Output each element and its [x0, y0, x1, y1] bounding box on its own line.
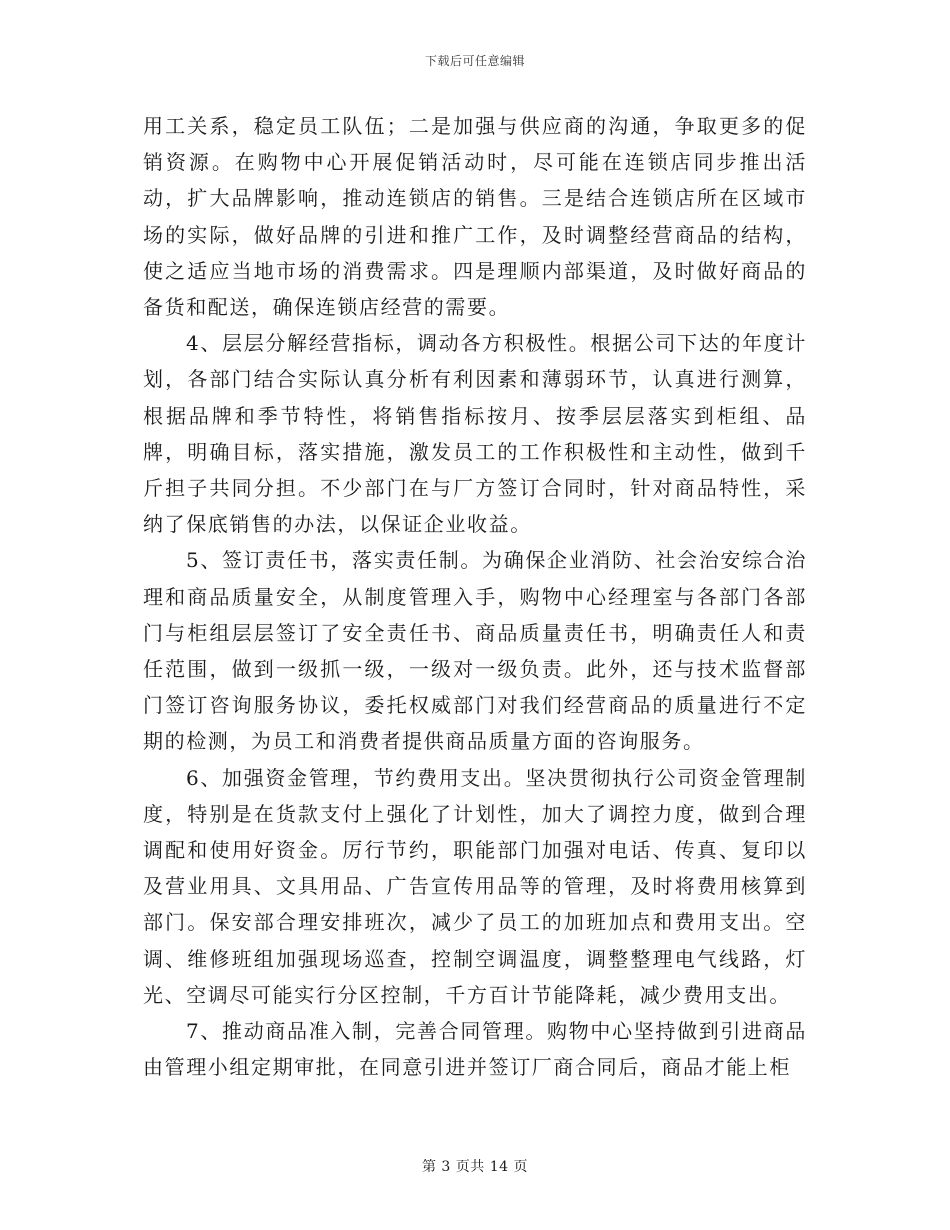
paragraph-item-4: 4、层层分解经营指标，调动各方积极性。根据公司下达的年度计划，各部门结合实际认真分析有利因素和薄弱环节，认真进行测算，根据品牌和季节特性，将销售指标按月、按季层层落实到柜组、品牌，明确目标，落实措施，激发员工的工作积极性和主动性，做到千斤担子共同分担。不少部门在与厂方签订合同时，针对商品特性，采纳了保底销售的办法，以保证企业收益。 — [143, 331, 807, 537]
page-header: 下载后可任意编辑 — [424, 54, 525, 68]
page-number-footer: 第 3 页共 14 页 — [421, 1159, 529, 1175]
paragraph-item-5: 5、签订责任书，落实责任制。为确保企业消防、社会治安综合治理和商品质量安全，从制度管理入手，购物中心经理室与各部门各部门与柜组层层签订了安全责任书、商品质量责任书，明确责任人和责任范围，做到一级抓一级，一级对一级负责。此外，还与技术监督部门签订咨询服务协议，委托权威部门对我们经营商品的质量进行不定期的检测，为员工和消费者提供商品质量方面的咨询服务。 — [143, 548, 807, 754]
paragraph-item-7: 7、推动商品准入制，完善合同管理。购物中心坚持做到引进商品由管理小组定期审批，在同意引进并签订厂商合同后，商品才能上柜 — [143, 1019, 807, 1080]
paragraph-item-6: 6、加强资金管理，节约费用支出。坚决贯彻执行公司资金管理制度，特别是在货款支付上强化了计划性，加大了调控力度，做到合理调配和使用好资金。厉行节约，职能部门加强对电话、传真、复印以及营业用具、文具用品、广告宣传用品等的管理，及时将费用核算到部门。保安部合理安排班次，减少了员工的加班加点和费用支出。空调、维修班组加强现场巡查，控制空调温度，调整整理电气线路，灯光、空调尽可能实行分区控制，千方百计节能降耗，减少费用支出。 — [143, 765, 807, 1007]
paragraph-continuation: 用工关系，稳定员工队伍；二是加强与供应商的沟通，争取更多的促销资源。在购物中心开展促销活动时，尽可能在连锁店同步推出活动，扩大品牌影响，推动连锁店的销售。三是结合连锁店所在区域市场的实际，做好品牌的引进和推广工作，及时调整经营商品的结构，使之适应当地市场的消费需求。四是理顺内部渠道，及时做好商品的备货和配送，确保连锁店经营的需要。 — [143, 114, 807, 320]
document-body — [143, 108, 807, 1085]
